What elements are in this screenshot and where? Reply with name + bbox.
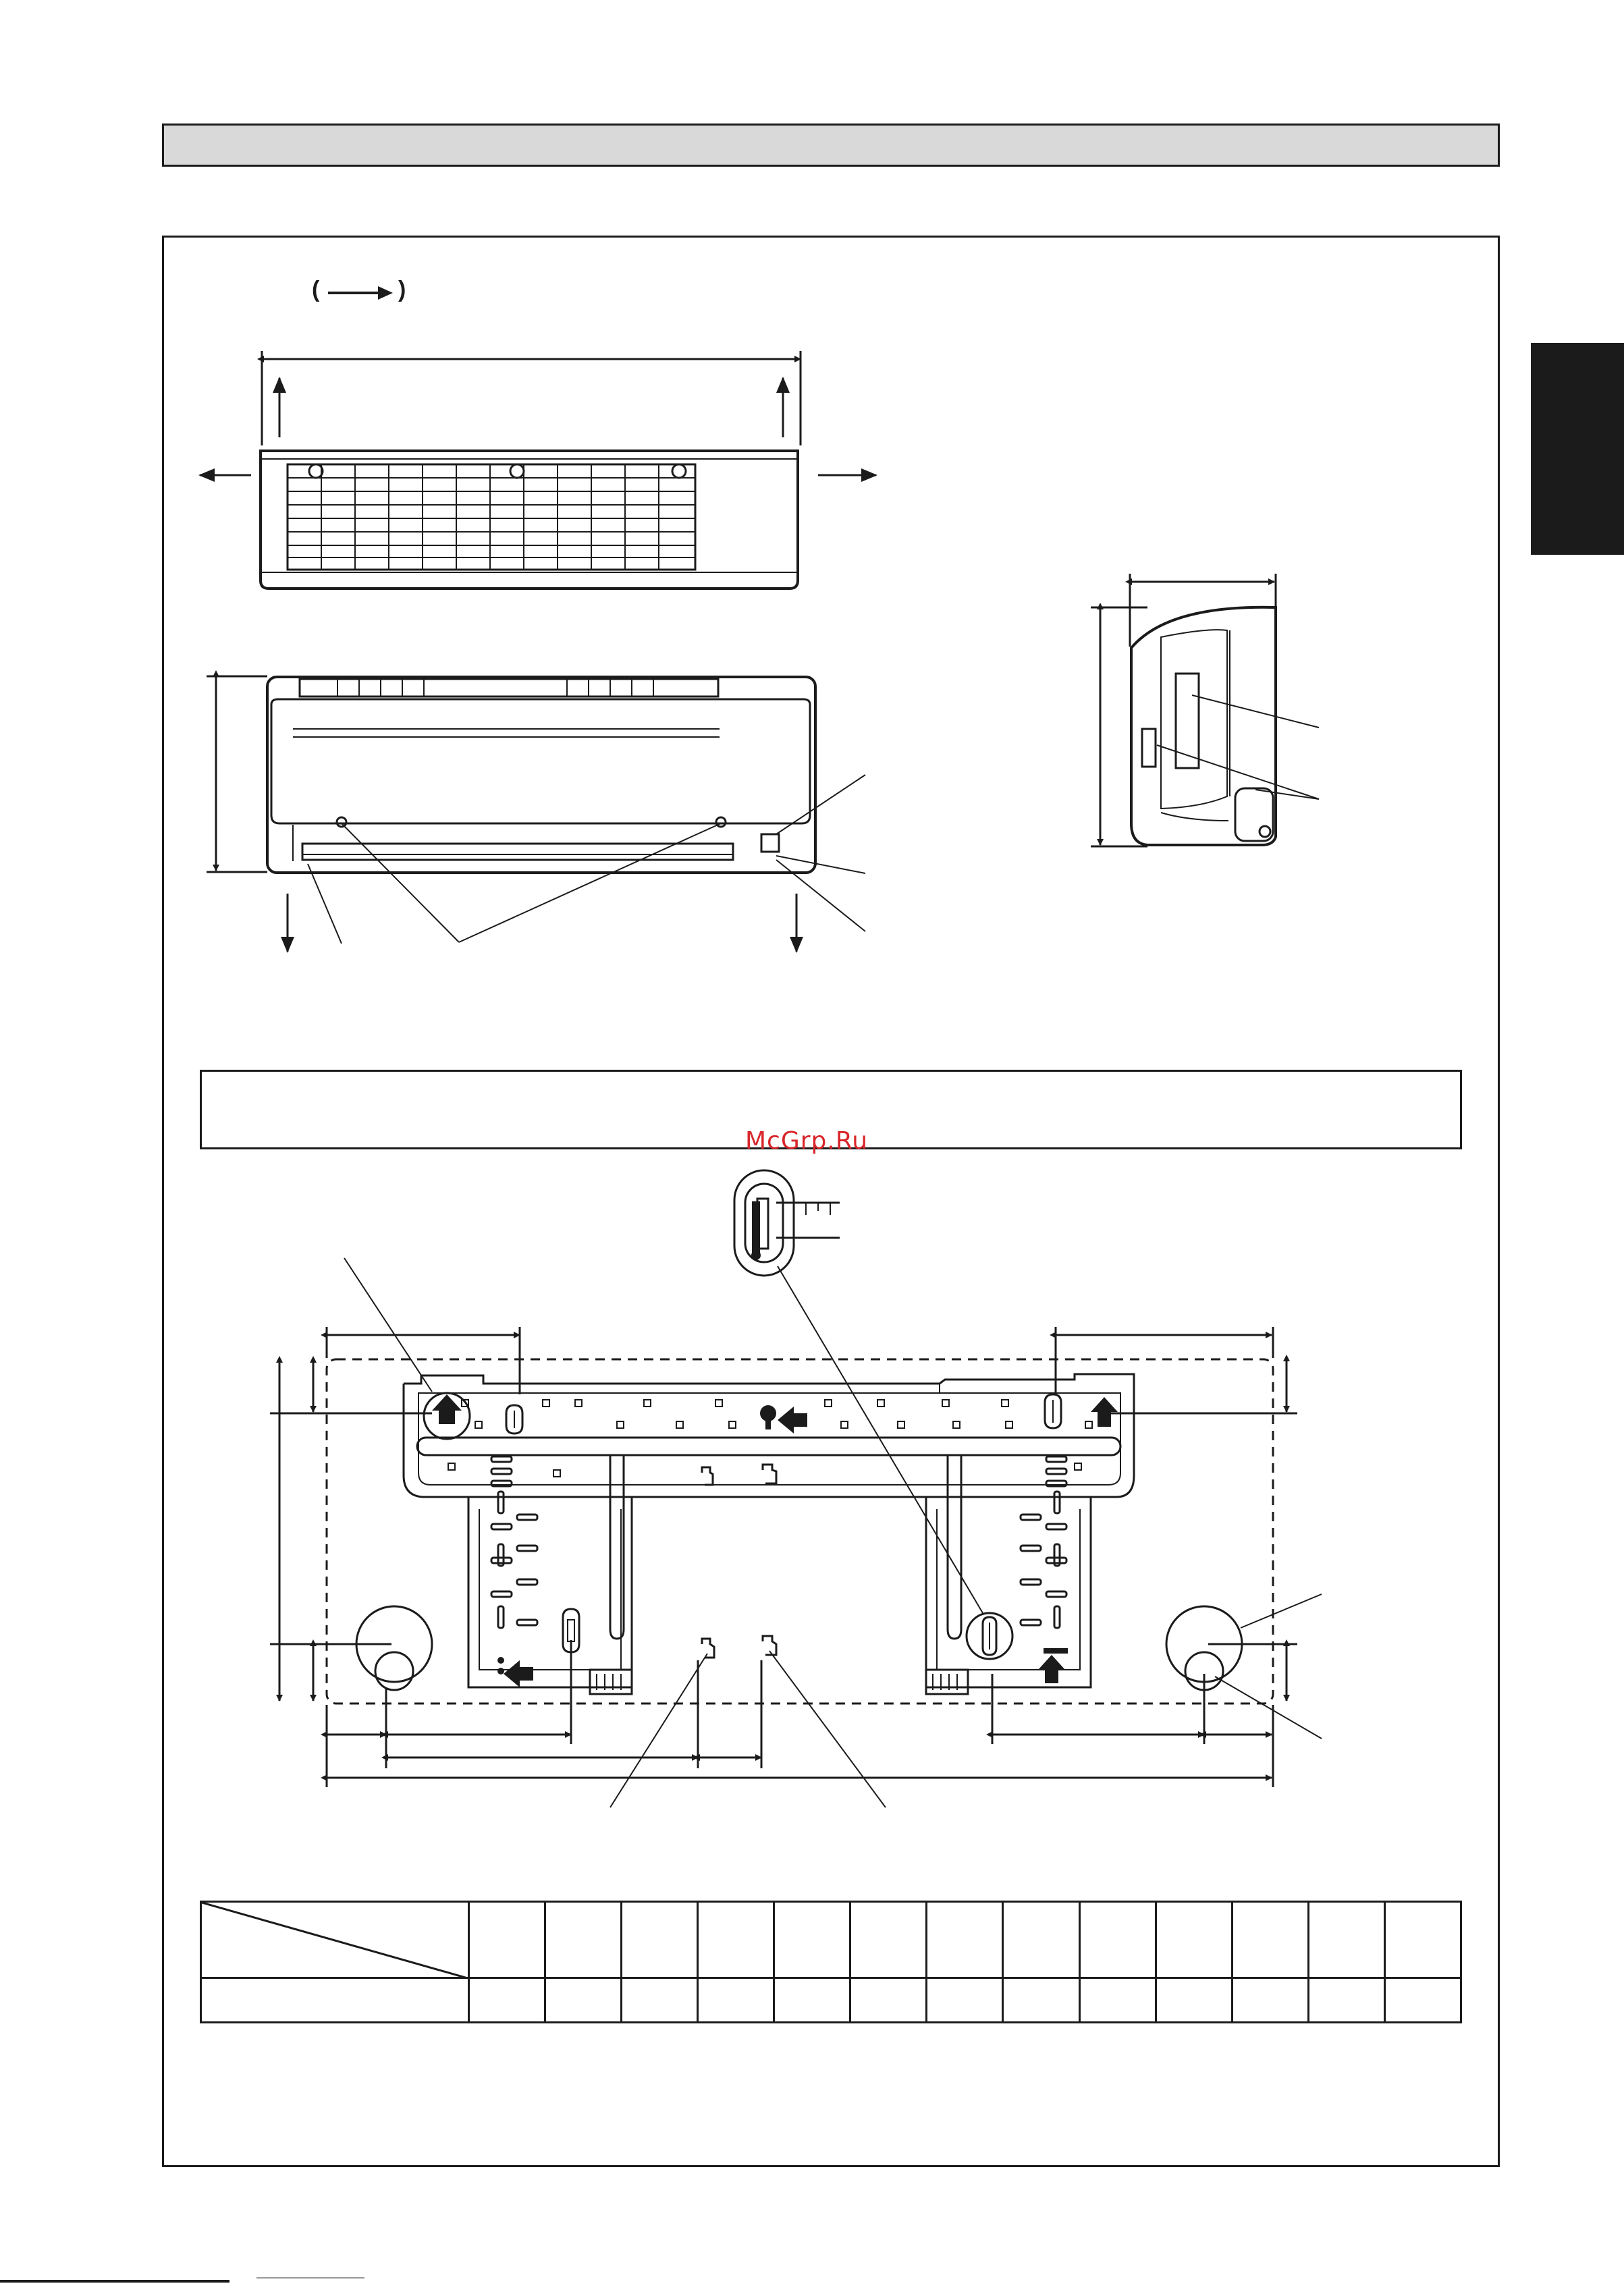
spec-value-cell (1003, 1978, 1079, 2023)
spec-header-cell (1232, 1902, 1308, 1978)
footer-rule (0, 2280, 229, 2283)
legend-close-paren: ) (398, 277, 406, 302)
spec-value-cell (1384, 1978, 1461, 2023)
watermark-text: McGrp.Ru (745, 1127, 869, 1155)
spec-value-cell (469, 1978, 545, 2023)
spec-header-cell (545, 1902, 622, 1978)
legend-open-paren: ( (312, 277, 320, 302)
spec-value-cell (698, 1978, 774, 2023)
spec-value-cell (545, 1978, 622, 2023)
indoor-unit-top-view (200, 351, 876, 589)
spec-header-cell (698, 1902, 774, 1978)
spec-header-cell (927, 1902, 1003, 1978)
spec-value-cell (774, 1978, 850, 2023)
spec-table-value-row (201, 1978, 1461, 2023)
spec-table-header-row (201, 1902, 1461, 1978)
spec-value-cell (1308, 1978, 1384, 2023)
corner-diagonal (202, 1903, 468, 1978)
spec-table (200, 1901, 1462, 2023)
spec-value-cell (1232, 1978, 1308, 2023)
spec-header-cell (774, 1902, 850, 1978)
spec-row-label-cell (201, 1978, 469, 2023)
spec-header-cell (1308, 1902, 1384, 1978)
spec-header-cell (1079, 1902, 1156, 1978)
level-gauge-detail (734, 1170, 840, 1276)
spec-value-cell (1079, 1978, 1156, 2023)
spec-header-cell (1156, 1902, 1232, 1978)
spec-value-cell (1156, 1978, 1232, 2023)
mounting-plate-diagram (270, 1258, 1322, 1807)
spec-value-cell (850, 1978, 927, 2023)
indoor-unit-side-view (1091, 574, 1319, 846)
spec-header-cell (1003, 1902, 1079, 1978)
footer-mark (256, 2277, 364, 2285)
spec-header-cell (622, 1902, 698, 1978)
spec-header-cell (469, 1902, 545, 1978)
spec-header-cell (1384, 1902, 1461, 1978)
spec-table-corner-cell (201, 1902, 469, 1978)
spec-value-cell (622, 1978, 698, 2023)
spec-value-cell (927, 1978, 1003, 2023)
spec-header-cell (850, 1902, 927, 1978)
